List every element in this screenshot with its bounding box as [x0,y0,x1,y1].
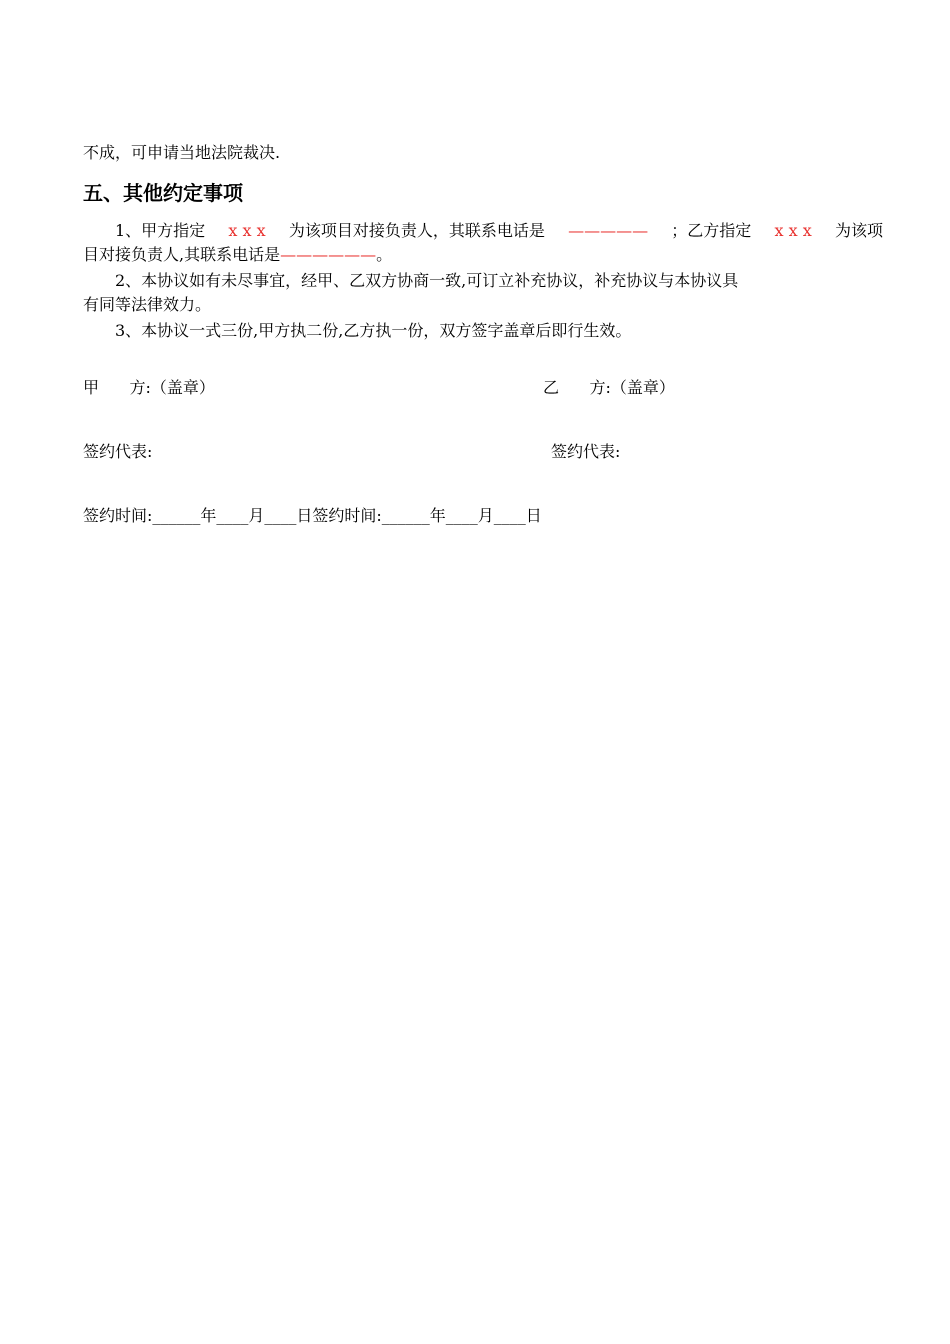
item1-placeholder-b: x x x [774,221,812,240]
section-title: 五、其他约定事项 [83,181,243,205]
item1-placeholder-a: x x x [228,221,266,240]
item1-line2 [83,243,392,267]
party-a-representative: 签约代表: [83,442,153,461]
item1-text-f: 。 [376,245,393,264]
item3-text: 3、本协议一式三份,甲方执二份,乙方执一份，双方签字盖章后即行生效。 [115,321,632,340]
item1-line1 [115,219,883,243]
item1-text-a: 1、甲方指定 [115,221,206,240]
item2-line1: 2、本协议如有未尽事宜，经甲、乙双方协商一致,可订立补充协议，补充协议与本协议具 [115,271,739,290]
item1-text-e: 目对接负责人,其联系电话是 [83,245,281,264]
party-b-representative: 签约代表: [551,442,621,461]
item2-line2: 有同等法律效力。 [83,295,212,314]
continuation-text: 不成，可申请当地法院裁决. [83,143,281,162]
item1-phone-b: —————— [280,245,377,264]
party-a-seal: 甲 方:（盖章） [83,378,215,397]
item1-phone-a: ————— [568,221,649,240]
item1-text-d: 为该项 [834,221,883,240]
item1-text-b: 为该项目对接负责人，其联系电话是 [288,221,545,240]
party-b-seal: 乙 方:（盖章） [543,378,675,397]
signing-time-line: 签约时间:______年____月____日签约时间:______年____月____日 [83,506,542,525]
item1-text-c: ；乙方指定 [671,221,752,240]
